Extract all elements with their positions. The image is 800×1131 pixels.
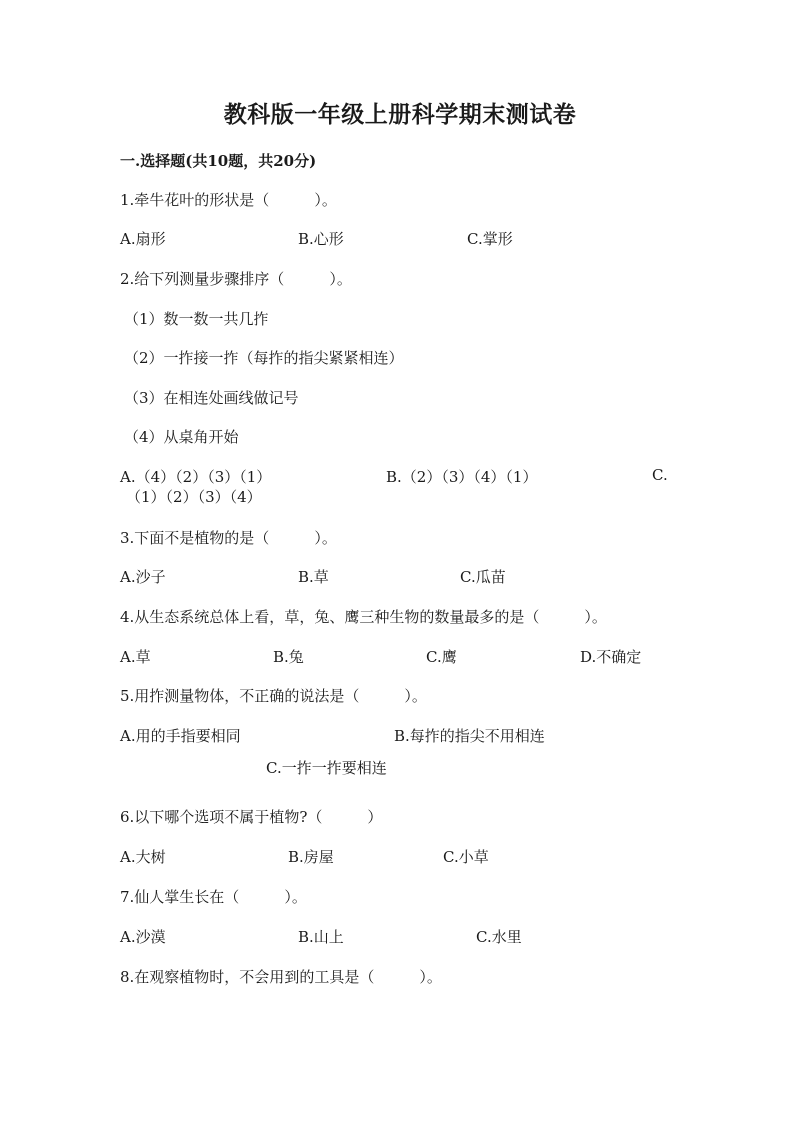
question-2-option-c-label: C.: [652, 466, 668, 484]
question-7-option-c: C.水里: [476, 928, 522, 946]
question-5-option-b: B.每拃的指尖不用相连: [394, 727, 545, 745]
question-2-option-b: B.（2）（3）（4）（1）: [386, 468, 538, 486]
question-3-option-b: B.草: [298, 568, 329, 586]
question-7-option-b: B.山上: [298, 928, 344, 946]
question-5-option-c: C.一拃一拃要相连: [266, 759, 387, 777]
question-5-option-a: A.用的手指要相同: [120, 727, 241, 745]
question-6-option-a: A.大树: [120, 848, 166, 866]
question-5-stem: 5.用拃测量物体，不正确的说法是（ ）。: [120, 687, 427, 705]
section-heading: 一.选择题(共10题，共20分): [120, 152, 317, 170]
question-8-stem: 8.在观察植物时，不会用到的工具是（ ）。: [120, 968, 442, 986]
question-1-option-b: B.心形: [298, 230, 344, 248]
question-1-option-c: C.掌形: [467, 230, 513, 248]
question-1-option-a: A.扇形: [120, 230, 166, 248]
question-6-stem: 6.以下哪个选项不属于植物?（ ）: [120, 808, 383, 826]
question-2-stem: 2.给下列测量步骤排序（ ）。: [120, 270, 352, 288]
question-2-step-4: （4）从桌角开始: [124, 428, 239, 446]
question-2-step-1: （1）数一数一共几拃: [124, 310, 269, 328]
question-6-option-b: B.房屋: [288, 848, 334, 866]
question-4-option-c: C.鹰: [426, 648, 457, 666]
question-7-stem: 7.仙人掌生长在（ ）。: [120, 888, 307, 906]
question-4-option-d: D.不确定: [580, 648, 642, 666]
question-3-option-a: A.沙子: [120, 568, 166, 586]
question-2-step-3: （3）在相连处画线做记号: [124, 389, 299, 407]
question-4-stem: 4.从生态系统总体上看，草，兔、鹰三种生物的数量最多的是（ ）。: [120, 608, 607, 626]
question-2-option-a: A.（4）（2）（3）（1）: [120, 468, 272, 486]
question-2-step-2: （2）一拃接一拃（每拃的指尖紧紧相连）: [124, 349, 404, 367]
question-4-option-a: A.草: [120, 648, 151, 666]
question-2-option-c-text: （1）（2）（3）（4）: [126, 488, 262, 506]
exam-title: 教科版一年级上册科学期末测试卷: [223, 101, 577, 128]
question-3-option-c: C.瓜苗: [460, 568, 506, 586]
question-6-option-c: C.小草: [443, 848, 489, 866]
question-7-option-a: A.沙漠: [120, 928, 166, 946]
question-3-stem: 3.下面不是植物的是（ ）。: [120, 529, 337, 547]
question-1-stem: 1.牵牛花叶的形状是（ ）。: [120, 191, 337, 209]
question-4-option-b: B.兔: [273, 648, 304, 666]
